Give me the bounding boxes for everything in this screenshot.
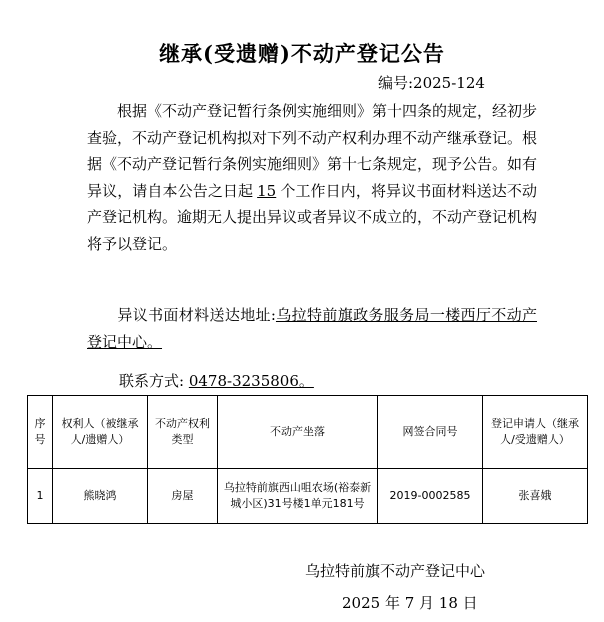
notice-body-text-1: 根据《不动产登记暂行条例实施细则》第十四条的规定，经初步查验，不动产登记机构拟对下列不动产权利办理不动产继承登记。根据《不动产登记暂行条例实施细则》第十七条规定，现予公告。如有异议，请自本公告之日起 [87,102,538,200]
table-header-row [28,396,588,469]
cell-serial-number: 1 [28,469,53,524]
notice-body-paragraph [87,98,537,257]
cell-right-type: 房屋 [148,469,218,524]
contact-phone: 0478-3235806。 [188,372,314,390]
cell-applicant: 张喜娥 [483,469,588,524]
table-row [28,469,588,524]
objection-address [87,302,537,355]
header-serial-number: 序号 [28,396,53,469]
contact-label: 联系方式: [119,372,185,390]
objection-address-label: 异议书面材料送达地址: [117,306,276,324]
header-right-type: 不动产权利类型 [148,396,218,469]
contact-line [119,370,314,391]
issue-date: 2025 年 7 月 18 日 [342,594,478,612]
notice-number: 编号:2025-124 [378,74,485,92]
header-contract-number: 网签合同号 [378,396,483,469]
objection-address-value: 乌拉特前旗政务服务局一楼西厅不动产登记中心。 [87,306,537,351]
cell-contract-number: 2019-0002585 [378,469,483,524]
notice-title: 继承(受遗赠)不动产登记公告 [159,41,445,66]
header-applicant: 登记申请人（继承人/受遗赠人） [483,396,588,469]
issuing-organization: 乌拉特前旗不动产登记中心 [305,562,486,580]
cell-property-location: 乌拉特前旗西山咀农场(裕泰新城小区)31号楼1单元181号 [218,469,378,524]
objection-period-days: 15 [257,181,277,200]
registration-table [27,395,588,524]
cell-right-holder: 熊晓鸿 [53,469,148,524]
notice-body-text-2: 个工作日内，将异议书面材料送达不动产登记机构。逾期无人提出异议或者异议不成立的，不动产登记机构将予以登记。 [87,181,538,253]
header-right-holder: 权利人（被继承人/遗赠人） [53,396,148,469]
header-property-location: 不动产坐落 [218,396,378,469]
